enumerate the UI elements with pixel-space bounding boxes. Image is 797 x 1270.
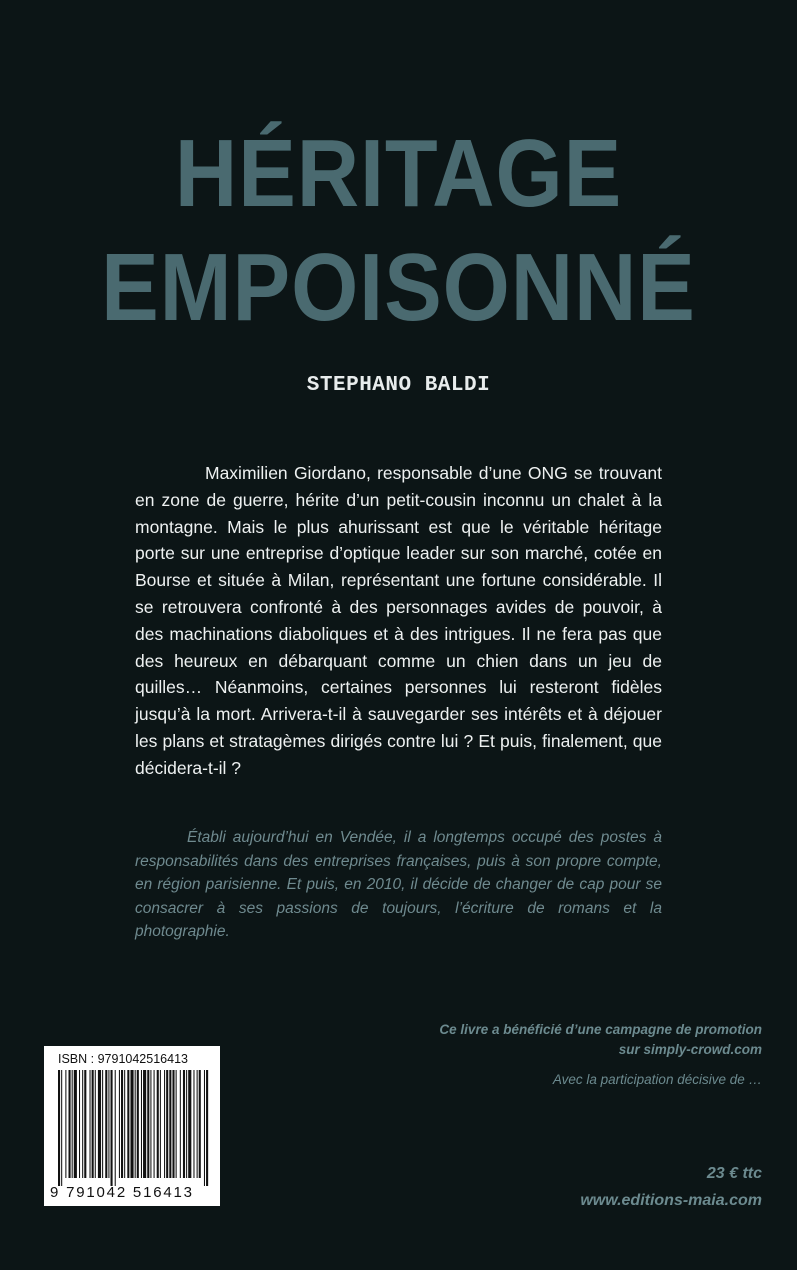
barcode-bar: [92, 1070, 94, 1178]
barcode-bar: [74, 1070, 77, 1178]
promotion-note: [362, 1020, 762, 1060]
barcode-bar: [130, 1070, 133, 1178]
isbn-barcode: [44, 1046, 220, 1206]
barcode-bar: [137, 1070, 139, 1178]
book-title-line-1: HÉRITAGE: [174, 120, 623, 227]
promotion-line-1: Ce livre a bénéficié d’une campagne de promotion: [439, 1022, 762, 1037]
barcode-bar: [95, 1070, 96, 1178]
barcode-bar: [193, 1070, 194, 1178]
author-biography: Établi aujourd’hui en Vendée, il a longtemps occupé des postes à responsabilités dans des entreprises françaises, puis à son propre compte, en région parisienne. Et puis, en 2010, il décide de changer de cap pour se consacrer à ses passions de toujours, l’écriture de romans et la photographie.: [135, 829, 662, 940]
barcode-bar: [199, 1070, 201, 1178]
barcode-bar: [157, 1070, 159, 1178]
barcode-bar: [204, 1070, 205, 1186]
barcode-bar: [160, 1070, 161, 1178]
barcode-bar: [176, 1070, 177, 1178]
barcode-bar: [79, 1070, 80, 1178]
barcode-bar: [206, 1070, 208, 1186]
book-title-line-2: EMPOISONNÉ: [101, 234, 696, 341]
publisher-website: www.editions-maia.com: [580, 1192, 762, 1209]
barcode-bar: [84, 1070, 86, 1178]
barcode-bar: [121, 1070, 123, 1178]
barcode-bar: [119, 1070, 120, 1178]
barcode-bar: [183, 1070, 185, 1178]
barcode-bar: [186, 1070, 187, 1178]
barcode-bar: [111, 1070, 113, 1186]
barcode-bar: [108, 1070, 109, 1178]
barcode-bars: [48, 1070, 216, 1186]
barcode-bar: [65, 1070, 66, 1178]
barcode-bar: [72, 1070, 73, 1178]
barcode-bar: [98, 1070, 101, 1178]
barcode-bar: [154, 1070, 155, 1178]
barcode-bar: [166, 1070, 168, 1178]
barcode-bar: [172, 1070, 174, 1178]
barcode-bar: [197, 1070, 198, 1178]
barcode-bar: [82, 1070, 83, 1178]
author-name: STEPHANO BALDI: [306, 374, 491, 397]
barcode-bar: [147, 1070, 149, 1178]
price: 23 € ttc: [706, 1165, 762, 1182]
barcode-bar: [90, 1070, 91, 1178]
barcode-bar: [135, 1070, 136, 1178]
barcode-bar: [141, 1070, 142, 1178]
barcode-bar: [169, 1070, 171, 1178]
isbn-label: ISBN : 9791042516413: [58, 1052, 188, 1066]
barcode-bar: [115, 1070, 116, 1186]
barcode-bar: [102, 1070, 103, 1178]
barcode-bar: [164, 1070, 165, 1178]
barcode-bar: [143, 1070, 146, 1178]
barcode-bar: [127, 1070, 129, 1178]
barcode-bar: [188, 1070, 191, 1178]
barcode-digits: 9 791042 516413: [50, 1184, 194, 1201]
barcode-bar: [69, 1070, 71, 1178]
barcode-bar: [58, 1070, 60, 1186]
participation-note: Avec la participation décisive de …: [552, 1072, 762, 1087]
book-summary: Maximilien Giordano, responsable d’une ONG se trouvant en zone de guerre, hérite d’un petit-cousin inconnu un chalet à la montagne. Mais le plus ahurissant est que le véritable héritage porte sur une entreprise d’optique leader sur son marché, cotée en Bourse et située à Milan, représentant une fortune considérable. Il se retrouvera confronté à des personnages avides de pouvoir, à des machinations diaboliques et à des intrigues. Il ne fera pas que des heureux en débarquant comme un chien dans un jeu de quilles… Néanmoins, certaines personnes lui resteront fidèles jusqu’à la mort. Arrivera-t-il à sauvegarder ses intérêts et à déjouer les plans et stratagèmes dirigés contre lui ? Et puis, finalement, que décidera-t-il ?: [135, 463, 662, 778]
promotion-line-2: sur simply-crowd.com: [618, 1042, 762, 1057]
barcode-bar: [105, 1070, 107, 1178]
barcode-bar: [150, 1070, 151, 1178]
barcode-bar: [124, 1070, 125, 1178]
barcode-bar: [61, 1070, 62, 1186]
barcode-bar: [180, 1070, 181, 1178]
